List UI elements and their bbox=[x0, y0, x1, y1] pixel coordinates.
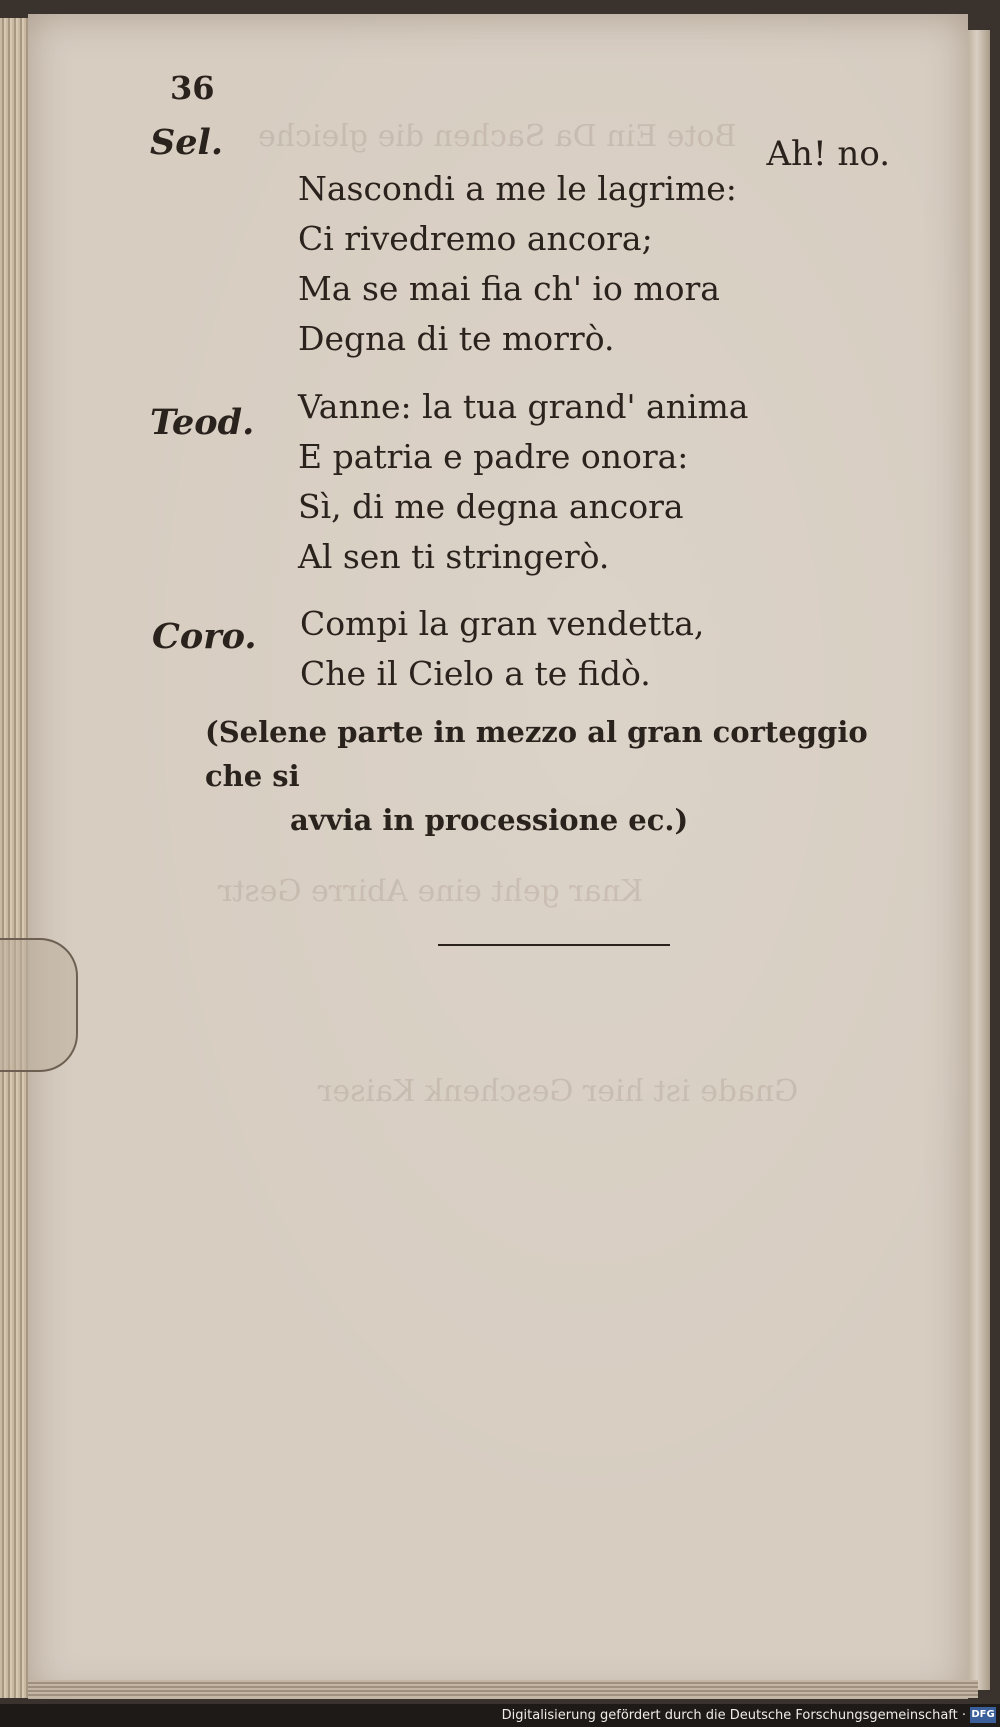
speaker-sel: Sel. bbox=[150, 122, 224, 163]
speaker-teod: Teod. bbox=[150, 402, 255, 443]
scanner-clip bbox=[0, 938, 78, 1072]
show-through-text: Knar geht eine Abirre Gestr bbox=[218, 874, 644, 909]
verse-block-coro bbox=[300, 599, 704, 699]
show-through-text: Bote Ein Da Sachen die gleiche bbox=[258, 119, 737, 154]
section-rule bbox=[438, 944, 670, 946]
book-page-edges-bottom bbox=[28, 1680, 978, 1698]
funding-credit: Digitalisierung gefördert durch die Deutsche Forschungsgemeinschaft · bbox=[501, 1708, 966, 1723]
verse-block-teod bbox=[298, 382, 748, 582]
verse-line: Compi la gran vendetta, bbox=[300, 604, 705, 643]
verse-line: Vanne: la tua grand' anima bbox=[298, 387, 749, 426]
verse-line: E patria e padre onora: bbox=[298, 437, 689, 476]
verse-block-sel bbox=[298, 164, 737, 364]
verse-line: Ci rivedremo ancora; bbox=[298, 219, 653, 258]
dfg-logo: DFG bbox=[970, 1707, 996, 1723]
speaker-coro: Coro. bbox=[152, 616, 257, 657]
digitization-footer bbox=[0, 1704, 1000, 1727]
show-through-text: Gnade ist hier Geschenk Kaiser bbox=[318, 1074, 799, 1109]
verse-line: Che il Cielo a te fidò. bbox=[300, 654, 651, 693]
page-number: 36 bbox=[170, 69, 215, 107]
stage-direction-line: (Selene parte in mezzo al gran corteggio che si bbox=[205, 715, 868, 793]
book-page bbox=[28, 14, 968, 1699]
book-page-edges-right bbox=[968, 30, 990, 1690]
stage-direction-line: avvia in processione ec.) bbox=[290, 803, 689, 837]
stage-direction bbox=[205, 710, 925, 842]
interjection: Ah! no. bbox=[766, 134, 890, 174]
verse-line: Degna di te morrò. bbox=[298, 319, 615, 358]
verse-line: Nascondi a me le lagrime: bbox=[298, 169, 737, 208]
verse-line: Ma se mai fia ch' io mora bbox=[298, 269, 720, 308]
verse-line: Al sen ti stringerò. bbox=[298, 537, 610, 576]
verse-line: Sì, di me degna ancora bbox=[298, 487, 684, 526]
